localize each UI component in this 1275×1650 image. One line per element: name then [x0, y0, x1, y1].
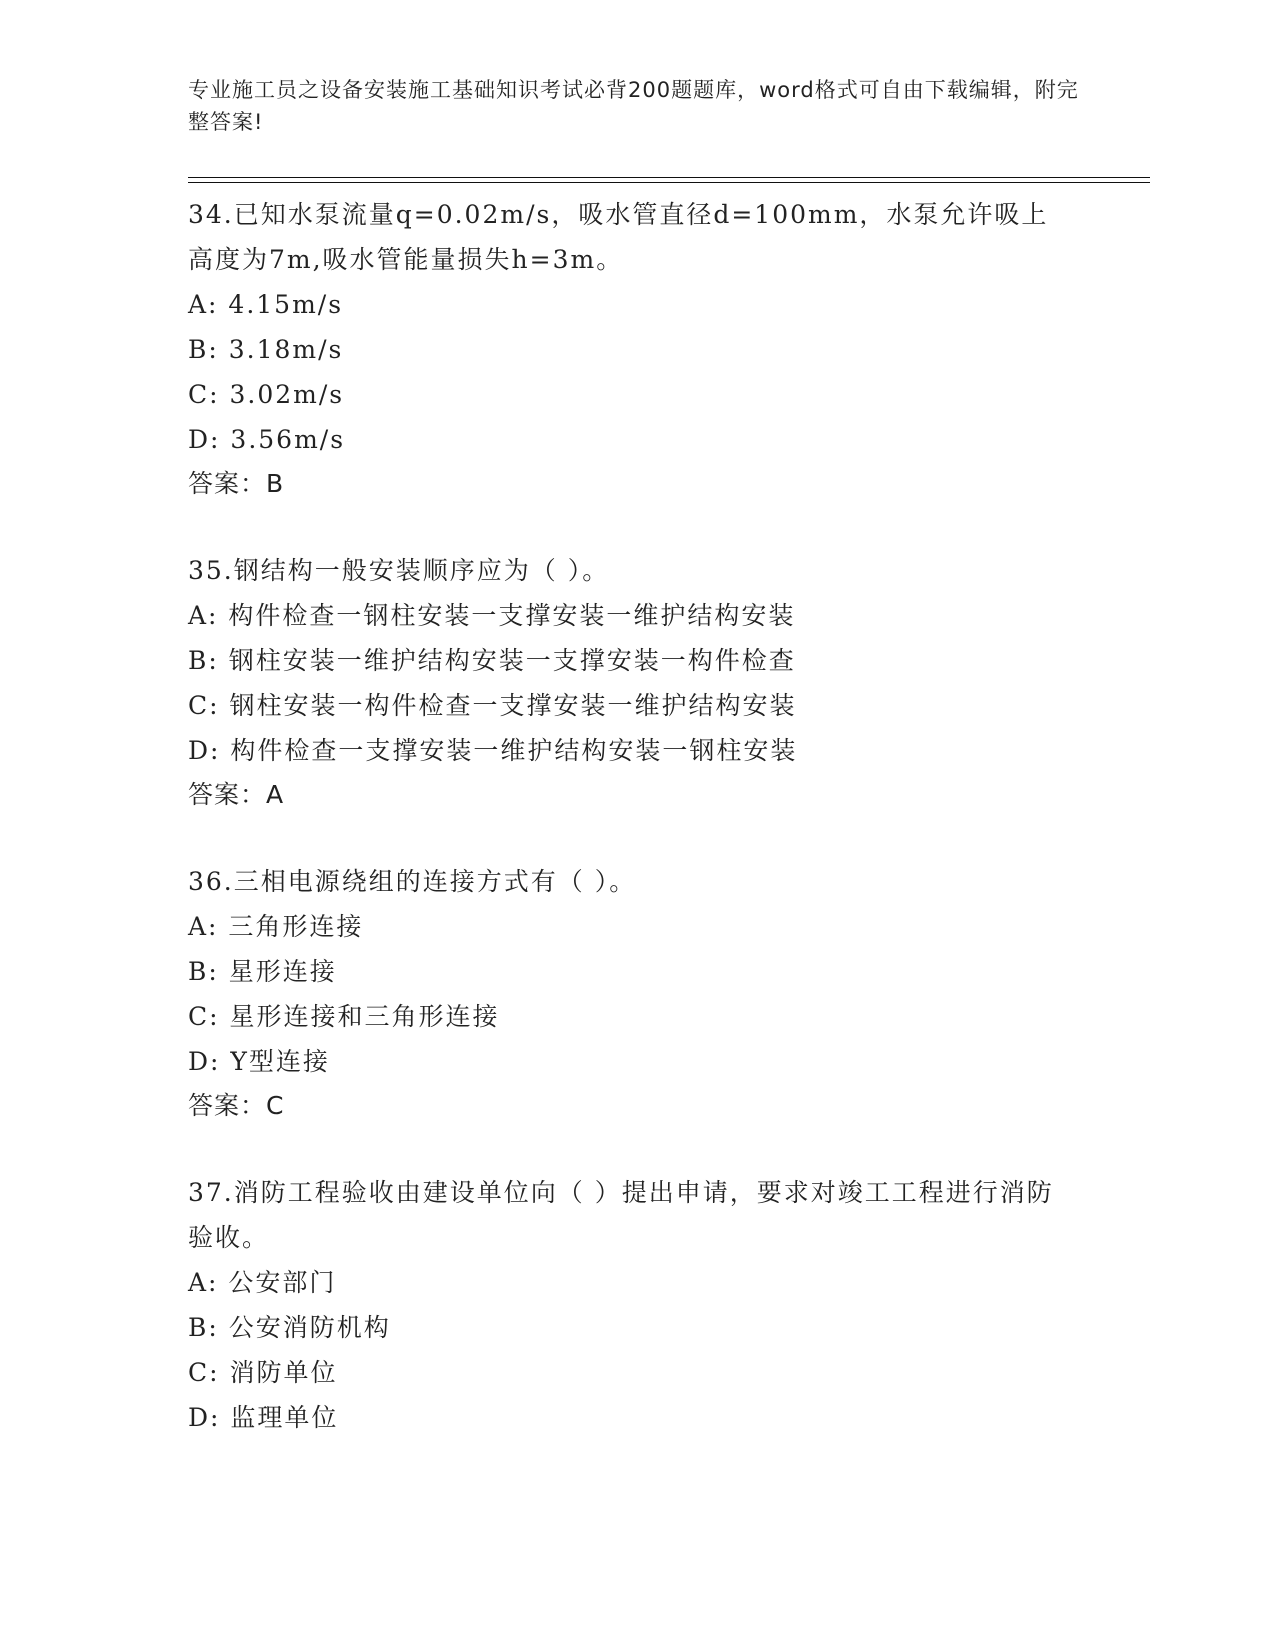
option-a: A: 三角形连接: [188, 912, 364, 941]
option-b: B: 公安消防机构: [188, 1313, 391, 1342]
question-35: [188, 548, 1068, 817]
question-list: [188, 192, 1068, 1482]
question-36: [188, 859, 1068, 1128]
option-d: D: 构件检查一支撑安装一维护结构安装一钢柱安装: [188, 736, 798, 765]
option-b: B: 钢柱安装一维护结构安装一支撑安装一构件检查: [188, 646, 796, 675]
question-37: [188, 1170, 1068, 1440]
option-a: A: 4.15m/s: [188, 290, 344, 319]
answer-label: 答案：C: [188, 1091, 285, 1120]
question-34: [188, 192, 1068, 506]
header-divider-bottom: [188, 182, 1150, 183]
option-b: B: 星形连接: [188, 957, 337, 986]
option-c: C: 星形连接和三角形连接: [188, 1002, 500, 1031]
option-c: C: 3.02m/s: [188, 380, 345, 409]
question-text: 35.钢结构一般安装顺序应为（ ）。: [188, 556, 610, 585]
option-a: A: 构件检查一钢柱安装一支撑安装一维护结构安装: [188, 601, 796, 630]
option-d: D: 监理单位: [188, 1403, 339, 1432]
option-c: C: 钢柱安装一构件检查一支撑安装一维护结构安装: [188, 691, 797, 720]
answer-label: 答案：B: [188, 469, 285, 498]
question-text: 36.三相电源绕组的连接方式有（ ）。: [188, 867, 637, 896]
answer-label: 答案：A: [188, 780, 285, 809]
option-a: A: 公安部门: [188, 1268, 337, 1297]
document-title: 专业施工员之设备安装施工基础知识考试必背200题题库，word格式可自由下载编辑，附完整答案!: [188, 78, 1079, 134]
option-d: D: Y型连接: [188, 1047, 330, 1076]
option-b: B: 3.18m/s: [188, 335, 344, 364]
question-text: 34.已知水泵流量q=0.02m/s，吸水管直径d=100mm，水泵允许吸上高度为7m,吸水管能量损失h=3m。: [188, 200, 1049, 274]
header-divider-top: [188, 177, 1150, 178]
option-d: D: 3.56m/s: [188, 425, 346, 454]
option-c: C: 消防单位: [188, 1358, 338, 1387]
question-text: 37.消防工程验收由建设单位向（ ）提出申请，要求对竣工工程进行消防验收。: [188, 1178, 1054, 1252]
